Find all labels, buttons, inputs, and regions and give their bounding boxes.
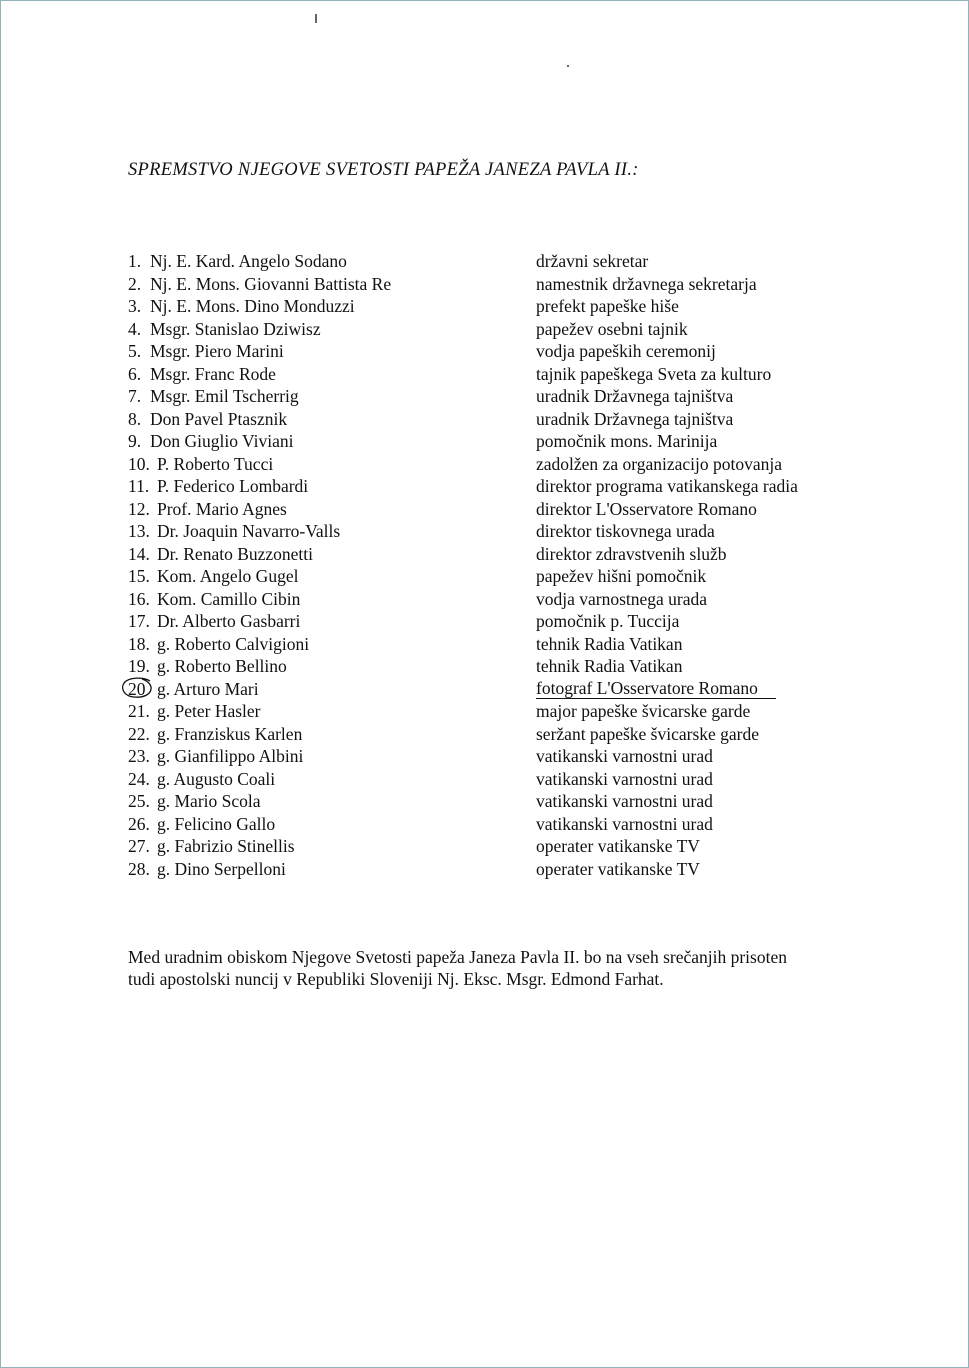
- list-item: [128, 610, 888, 633]
- person-name: Nj. E. Kard. Angelo Sodano: [150, 251, 347, 271]
- list-item: [128, 835, 888, 858]
- list-item: [128, 250, 888, 273]
- item-number: 12.: [128, 498, 150, 519]
- item-number: 9.: [128, 431, 142, 451]
- item-number: 10.: [128, 453, 150, 474]
- footer-note: [128, 946, 868, 990]
- person-role: fotograf L'Osservatore Romano: [536, 678, 776, 699]
- item-number: 14.: [128, 543, 150, 564]
- person-role: tajnik papeškega Sveta za kulturo: [536, 363, 772, 384]
- person-name: Msgr. Stanislao Dziwisz: [150, 318, 321, 339]
- person-name: Don Pavel Ptasznik: [150, 408, 288, 429]
- list-item: [128, 543, 888, 566]
- entourage-list: [128, 250, 888, 880]
- person-role: direktor L'Osservatore Romano: [536, 498, 757, 519]
- list-item: [128, 340, 888, 363]
- person-name: Msgr. Emil Tscherrig: [150, 386, 299, 406]
- person-role: direktor tiskovnega urada: [536, 521, 715, 541]
- person-role: državni sekretar: [536, 251, 649, 271]
- person-role: vatikanski varnostni urad: [536, 768, 713, 789]
- person-name: P. Federico Lombardi: [157, 476, 309, 496]
- person-name: Dr. Joaquin Navarro-Valls: [157, 521, 341, 541]
- person-name: Dr. Alberto Gasbarri: [157, 611, 301, 631]
- person-name: Msgr. Franc Rode: [150, 363, 276, 384]
- list-item: [128, 655, 888, 678]
- person-role: namestnik državnega sekretarja: [536, 273, 757, 294]
- item-number: 8.: [128, 408, 142, 429]
- item-number: 18.: [128, 633, 150, 654]
- person-role: uradnik Državnega tajništva: [536, 386, 734, 406]
- person-role: zadolžen za organizacijo potovanja: [536, 453, 783, 474]
- document-title: SPREMSTVO NJEGOVE SVETOSTI PAPEŽA JANEZA PAVLA II.:: [128, 160, 639, 180]
- person-role: operater vatikanske TV: [536, 836, 700, 856]
- item-number: 27.: [128, 836, 150, 856]
- item-number: 2.: [128, 273, 142, 294]
- person-name: g. Roberto Bellino: [157, 656, 287, 676]
- person-role: direktor programa vatikanskega radia: [536, 476, 798, 496]
- list-item: [128, 745, 888, 768]
- item-number: 24.: [128, 768, 150, 789]
- list-item: [128, 858, 888, 881]
- person-role: seržant papeške švicarske garde: [536, 723, 760, 744]
- item-number: 21.: [128, 701, 150, 721]
- item-number: 13.: [128, 521, 150, 541]
- item-number: 26.: [128, 813, 150, 834]
- item-number: 1.: [128, 251, 142, 271]
- person-role: papežev hišni pomočnik: [536, 566, 707, 586]
- person-name: g. Gianfilippo Albini: [157, 746, 304, 766]
- item-number: 4.: [128, 318, 142, 339]
- person-role: tehnik Radia Vatikan: [536, 656, 683, 676]
- person-role: pomočnik mons. Marinija: [536, 431, 718, 451]
- person-name: P. Roberto Tucci: [157, 453, 274, 474]
- person-name: Nj. E. Mons. Giovanni Battista Re: [150, 273, 392, 294]
- person-name: g. Mario Scola: [157, 791, 261, 811]
- list-item: [128, 565, 888, 588]
- item-number: 7.: [128, 386, 142, 406]
- footer-line: tudi apostolski nuncij v Republiki Sloveniji Nj. Eksc. Msgr. Edmond Farhat.: [128, 969, 664, 989]
- list-item: [128, 273, 888, 296]
- person-name: g. Fabrizio Stinellis: [157, 836, 295, 856]
- person-role: direktor zdravstvenih služb: [536, 543, 727, 564]
- item-number: 20: [128, 678, 146, 699]
- list-item: [128, 790, 888, 813]
- list-item: [128, 453, 888, 476]
- person-name: Prof. Mario Agnes: [157, 498, 287, 519]
- item-number: 23.: [128, 746, 150, 766]
- list-item: [128, 318, 888, 341]
- person-role: tehnik Radia Vatikan: [536, 633, 683, 654]
- list-item: [128, 430, 888, 453]
- person-role: prefekt papeške hiše: [536, 296, 679, 316]
- list-item: [128, 588, 888, 611]
- person-role: operater vatikanske TV: [536, 858, 700, 879]
- item-number: 25.: [128, 791, 150, 811]
- item-number: 16.: [128, 588, 150, 609]
- person-name: Don Giuglio Viviani: [150, 431, 294, 451]
- person-role: major papeške švicarske garde: [536, 701, 751, 721]
- list-item: [128, 498, 888, 521]
- person-name: g. Peter Hasler: [157, 701, 261, 721]
- list-item: [128, 520, 888, 543]
- person-name: g. Franziskus Karlen: [157, 723, 303, 744]
- person-role: vatikanski varnostni urad: [536, 746, 713, 766]
- list-item-marked: [128, 678, 888, 701]
- item-number: 19.: [128, 656, 150, 676]
- person-name: g. Dino Serpelloni: [157, 858, 286, 879]
- person-role: papežev osebni tajnik: [536, 318, 688, 339]
- person-name: g. Arturo Mari: [157, 678, 259, 699]
- person-role: uradnik Državnega tajništva: [536, 408, 734, 429]
- list-item: [128, 475, 888, 498]
- list-item: [128, 633, 888, 656]
- item-number: 22.: [128, 723, 150, 744]
- person-name: g. Augusto Coali: [157, 768, 276, 789]
- person-name: g. Felicino Gallo: [157, 813, 276, 834]
- item-number: 15.: [128, 566, 150, 586]
- person-role: vodja varnostnega urada: [536, 588, 708, 609]
- list-item: [128, 295, 888, 318]
- person-name: Dr. Renato Buzzonetti: [157, 543, 314, 564]
- list-item: [128, 363, 888, 386]
- person-name: Kom. Angelo Gugel: [157, 566, 299, 586]
- person-name: Nj. E. Mons. Dino Monduzzi: [150, 296, 355, 316]
- person-name: Msgr. Piero Marini: [150, 341, 284, 361]
- item-number: 3.: [128, 296, 142, 316]
- item-number: 6.: [128, 363, 142, 384]
- item-number: 17.: [128, 611, 150, 631]
- scan-speck: [315, 14, 317, 23]
- person-role: vatikanski varnostni urad: [536, 813, 713, 834]
- scan-speck: [567, 65, 569, 67]
- person-role: pomočnik p. Tuccija: [536, 611, 680, 631]
- person-name: g. Roberto Calvigioni: [157, 633, 310, 654]
- list-item: [128, 385, 888, 408]
- person-role: vodja papeških ceremonij: [536, 341, 716, 361]
- item-number: 5.: [128, 341, 142, 361]
- list-item: [128, 813, 888, 836]
- list-item: [128, 723, 888, 746]
- person-role: vatikanski varnostni urad: [536, 791, 713, 811]
- item-number: 28.: [128, 858, 150, 879]
- list-item: [128, 700, 888, 723]
- item-number: 11.: [128, 476, 150, 496]
- list-item: [128, 408, 888, 431]
- list-item: [128, 768, 888, 791]
- person-name: Kom. Camillo Cibin: [157, 588, 301, 609]
- footer-line: Med uradnim obiskom Njegove Svetosti papeža Janeza Pavla II. bo na vseh srečanjih prisoten: [128, 947, 787, 967]
